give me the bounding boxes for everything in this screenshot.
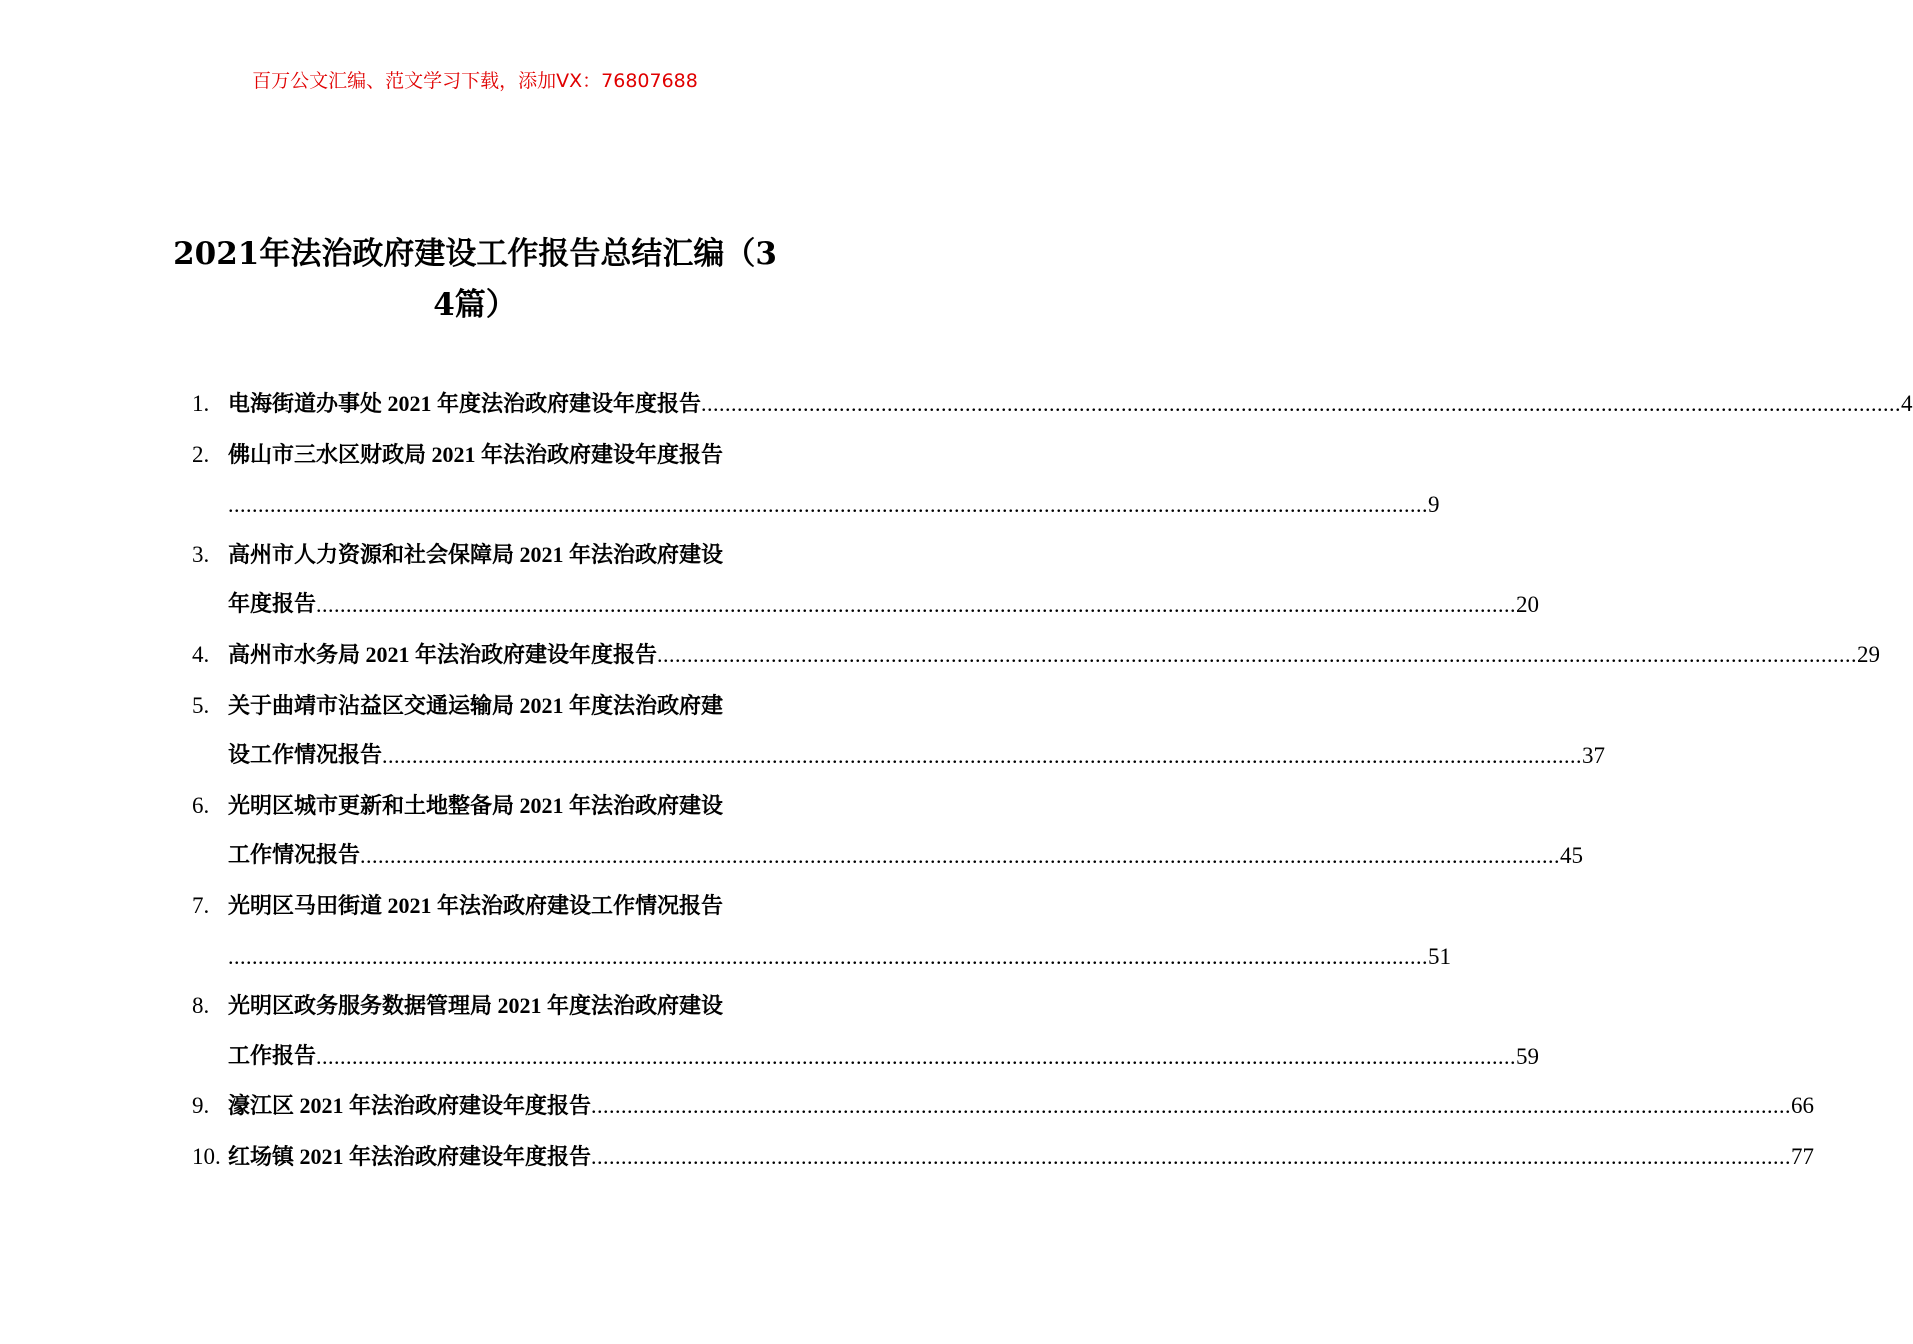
toc-entry[interactable] bbox=[192, 530, 1540, 630]
toc-entry-number: 10. bbox=[192, 1143, 221, 1169]
toc-dot-leader: ........................................................................................................................................................................................................ bbox=[591, 1143, 1792, 1169]
toc-dot-leader: ........................................................................................................................................................................................................ bbox=[591, 1093, 1792, 1119]
toc-entry-number: 6. bbox=[192, 792, 210, 818]
toc-entry-title: 工作情况报告 bbox=[228, 843, 361, 869]
toc-entry[interactable] bbox=[192, 981, 1540, 1081]
toc-page-number: 9 bbox=[1428, 492, 1440, 518]
toc-dot-leader: ........................................................................................................................................................................................................ bbox=[228, 943, 1428, 969]
toc-dot-leader: ........................................................................................................................................................................................................ bbox=[701, 391, 1902, 416]
toc-page-number: 4 bbox=[1901, 391, 1913, 416]
toc-dot-leader: ........................................................................................................................................................................................................ bbox=[360, 843, 1561, 869]
toc-entry-title: 高州市水务局 2021 年法治政府建设年度报告 bbox=[228, 641, 658, 668]
toc-page-number: 20 bbox=[1516, 592, 1540, 618]
toc-dot-leader: ........................................................................................................................................................................................................ bbox=[657, 641, 1858, 667]
toc-entry-title: 光明区马田街道 2021 年法治政府建设工作情况报告 bbox=[228, 892, 724, 919]
toc-page-number: 66 bbox=[1791, 1093, 1815, 1119]
toc-entry[interactable] bbox=[192, 1132, 1815, 1183]
toc-entry-title: 濠江区 2021 年法治政府建设年度报告 bbox=[228, 1093, 592, 1120]
toc-entry[interactable] bbox=[192, 379, 1913, 430]
toc-entry-title: 高州市人力资源和社会保障局 2021 年法治政府建设 bbox=[228, 541, 724, 568]
toc-entry-title: 光明区政务服务数据管理局 2021 年度法治政府建设 bbox=[228, 993, 724, 1020]
toc-entry-number: 8. bbox=[192, 993, 210, 1019]
toc-entry-title: 红场镇 2021 年法治政府建设年度报告 bbox=[228, 1143, 592, 1170]
toc-dot-leader: ........................................................................................................................................................................................................ bbox=[316, 592, 1517, 618]
toc-entry[interactable] bbox=[192, 881, 1451, 981]
toc-page-number: 51 bbox=[1428, 943, 1451, 969]
toc-entry-number: 5. bbox=[192, 692, 210, 718]
toc-entry[interactable] bbox=[192, 630, 1881, 681]
toc-page-number: 45 bbox=[1560, 843, 1584, 869]
toc-entry-number: 9. bbox=[192, 1093, 210, 1119]
toc-dot-leader: ........................................................................................................................................................................................................ bbox=[228, 492, 1428, 518]
toc-entry-title: 关于曲靖市沾益区交通运输局 2021 年度法治政府建 bbox=[228, 692, 724, 719]
toc-dot-leader: ........................................................................................................................................................................................................ bbox=[316, 1043, 1517, 1069]
toc-entry-title: 光明区城市更新和土地整备局 2021 年法治政府建设 bbox=[228, 792, 724, 819]
toc-page-number: 29 bbox=[1857, 641, 1881, 667]
toc-page-number: 77 bbox=[1791, 1143, 1815, 1169]
toc-dot-leader: ........................................................................................................................................................................................................ bbox=[382, 743, 1583, 769]
toc-entry-number: 3. bbox=[192, 541, 210, 567]
toc-entry-number: 1. bbox=[192, 391, 210, 416]
toc-entry-title: 佛山市三水区财政局 2021 年法治政府建设年度报告 bbox=[228, 441, 724, 468]
toc-entry-number: 4. bbox=[192, 641, 210, 667]
header-contact-line: 百万公文汇编、范文学习下载，添加VX：76807688 bbox=[252, 70, 698, 92]
toc-entry-number: 2. bbox=[192, 441, 210, 467]
toc-page-number: 37 bbox=[1582, 743, 1606, 769]
toc-entry[interactable] bbox=[192, 681, 1606, 781]
toc-entry[interactable] bbox=[192, 1081, 1815, 1132]
toc-entry-title: 年度报告 bbox=[228, 592, 317, 618]
toc-entry[interactable] bbox=[192, 430, 1440, 530]
title-line-2: 4篇） bbox=[433, 287, 517, 323]
toc-entry-number: 7. bbox=[192, 892, 210, 918]
toc-entry-title: 工作报告 bbox=[228, 1043, 317, 1069]
toc-entry-title: 设工作情况报告 bbox=[228, 743, 383, 769]
table-of-contents bbox=[192, 379, 1913, 1183]
toc-entry-title: 电海街道办事处 2021 年度法治政府建设年度报告 bbox=[228, 391, 702, 417]
toc-page-number: 59 bbox=[1516, 1043, 1540, 1069]
toc-entry[interactable] bbox=[192, 781, 1584, 881]
document-title bbox=[140, 229, 810, 331]
title-line-1: 2021年法治政府建设工作报告总结汇编（3 bbox=[173, 236, 777, 272]
